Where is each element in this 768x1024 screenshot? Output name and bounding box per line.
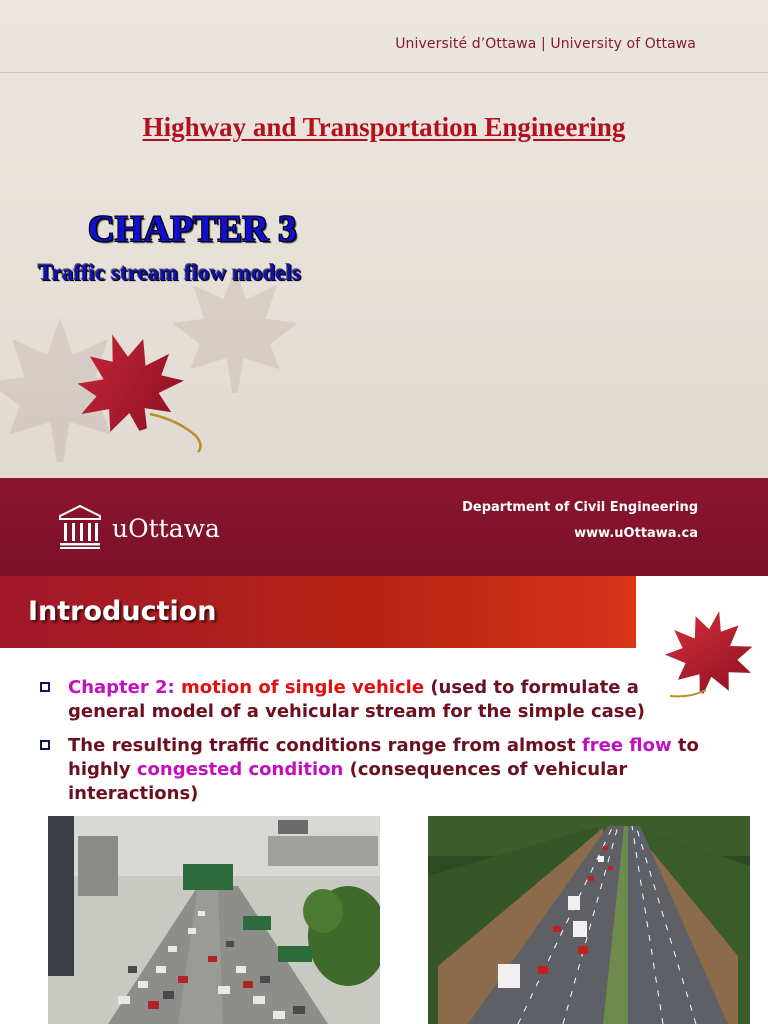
highlight-congested: congested condition: [136, 759, 344, 780]
department-name: Department of Civil Engineering: [462, 500, 698, 515]
chapter-subtitle: Traffic stream flow models: [38, 260, 301, 285]
university-logo-text: uOttawa: [112, 514, 220, 543]
checkbox-bullet-icon: [40, 740, 50, 750]
chapter-reference: Chapter 2:: [68, 677, 175, 698]
free-flow-highway-image: [428, 816, 750, 1024]
checkbox-bullet-icon: [40, 682, 50, 692]
bullet-text: general model of a vehicular stream for the simple case): [68, 701, 645, 722]
bullet-text: interactions): [68, 783, 199, 804]
bullet-text: highly: [68, 759, 131, 780]
bullet-list: [38, 676, 758, 816]
university-building-icon: [58, 504, 102, 550]
congested-highway-photo: [48, 816, 380, 1024]
chapter-title: CHAPTER 3: [88, 209, 297, 250]
bullet-text: (used to formulate a: [430, 677, 639, 698]
course-title: Highway and Transportation Engineering: [142, 112, 626, 142]
university-header: Université d’Ottawa | University of Ottawa: [395, 36, 696, 52]
bullet-text: to: [677, 735, 699, 756]
bullet-text: The resulting traffic conditions range from almost: [68, 735, 576, 756]
website-url: www.uOttawa.ca: [574, 526, 698, 541]
introduction-slide: [0, 576, 768, 1024]
section-title-bar: [0, 576, 636, 648]
section-title: Introduction: [28, 596, 217, 627]
highlight-free-flow: free flow: [581, 735, 672, 756]
header-divider: [0, 72, 768, 73]
highlight-single-vehicle: motion of single vehicle: [181, 677, 425, 698]
bullet-item: [38, 676, 758, 724]
maple-leaf-icon: [58, 328, 208, 458]
bullet-item: [38, 734, 758, 806]
bullet-text: (consequences of vehicular: [349, 759, 628, 780]
